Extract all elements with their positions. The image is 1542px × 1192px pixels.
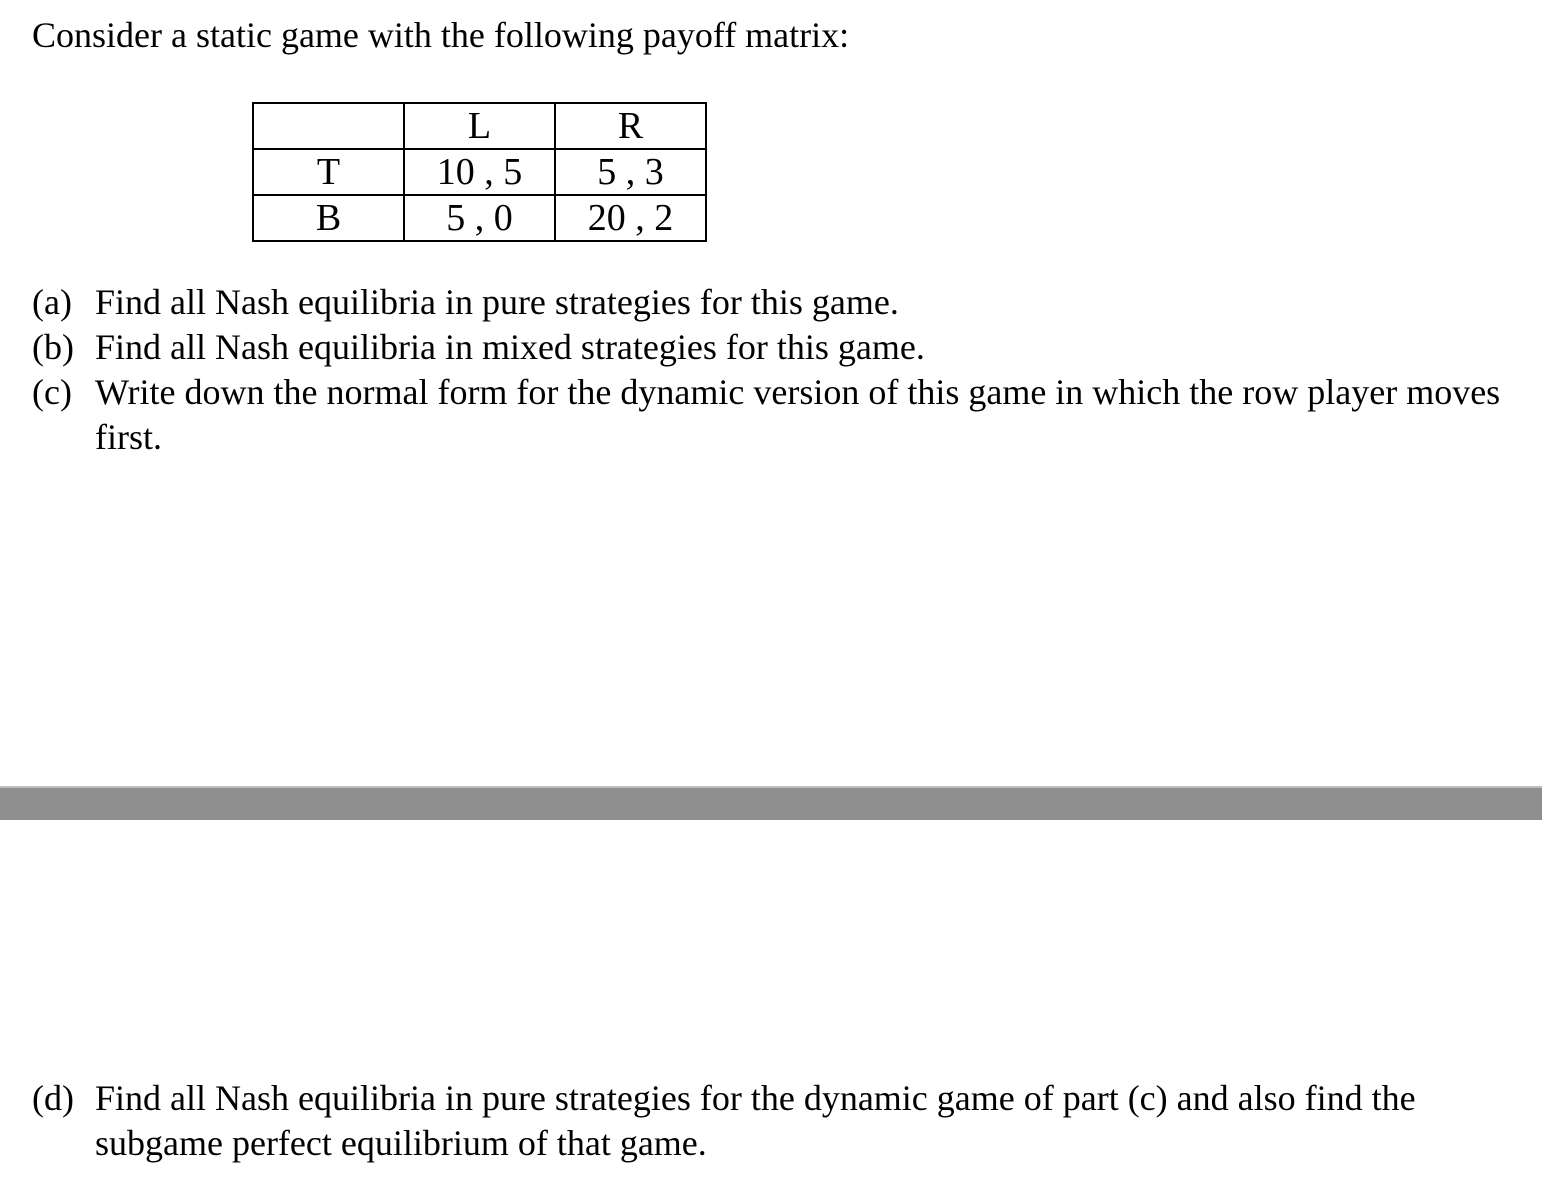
question-text: Find all Nash equilibria in pure strategies for this game.	[95, 282, 899, 322]
matrix-header-row	[253, 103, 706, 149]
question-text: Find all Nash equilibria in pure strategies for the dynamic game of part (c) and also find the subgame perfect equilibrium of that game.	[95, 1078, 1416, 1163]
question-item	[32, 370, 1522, 460]
intro-text: Consider a static game with the following payoff matrix:	[32, 15, 850, 55]
question-text: Find all Nash equilibria in mixed strategies for this game.	[95, 327, 925, 367]
matrix-row	[253, 195, 706, 241]
question-item	[32, 325, 1522, 370]
matrix-payoff-cell: 5 , 3	[555, 149, 706, 195]
question-item	[32, 1076, 1522, 1166]
section-divider	[0, 786, 1542, 820]
question-list	[32, 280, 1522, 460]
question-label: (c)	[32, 372, 72, 412]
matrix-payoff-cell: 5 , 0	[404, 195, 555, 241]
question-label: (d)	[32, 1078, 74, 1118]
question-list-continued	[32, 1076, 1522, 1166]
question-text: Write down the normal form for the dynamic version of this game in which the row player moves first.	[95, 372, 1501, 457]
question-item	[32, 280, 1522, 325]
matrix-row-header: B	[253, 195, 404, 241]
matrix-column-header: L	[404, 103, 555, 149]
matrix-payoff-cell: 20 , 2	[555, 195, 706, 241]
matrix-corner-cell	[253, 103, 404, 149]
question-label: (a)	[32, 282, 72, 322]
matrix-row-header: T	[253, 149, 404, 195]
question-label: (b)	[32, 327, 74, 367]
matrix-payoff-cell: 10 , 5	[404, 149, 555, 195]
matrix-column-header: R	[555, 103, 706, 149]
payoff-matrix	[252, 102, 707, 242]
matrix-row	[253, 149, 706, 195]
